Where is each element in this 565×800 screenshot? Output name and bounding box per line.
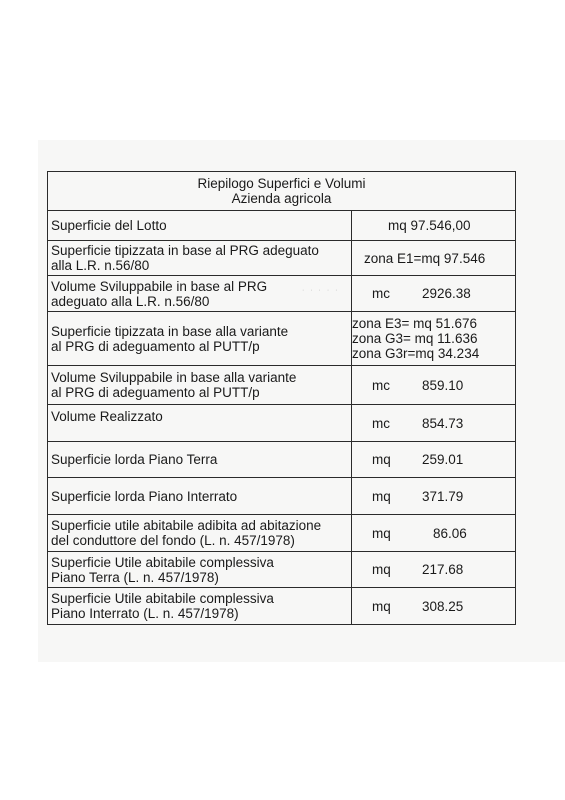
row-unit: mq (372, 598, 391, 614)
row-label (48, 211, 352, 241)
row-number: 2926.38 (422, 286, 471, 301)
row-label-line: Volume Sviluppabile in base alla variante (51, 370, 297, 385)
table-row (48, 405, 516, 442)
table-row (48, 515, 516, 552)
row-label-line: Superficie tipizzata in base al PRG adeguato (51, 243, 319, 258)
row-value (352, 276, 516, 312)
row-label (48, 588, 352, 625)
row-value-text: mq 97.546,00 (388, 218, 471, 233)
zone-line: zona G3= mq 11.636 (352, 331, 478, 346)
row-number: 859.10 (422, 377, 464, 393)
row-unit: mq (372, 562, 391, 577)
row-label-line: Superficie Utile abitabile complessiva (51, 554, 274, 570)
summary-table (47, 171, 516, 625)
zone-line: zona E3= mq 51.676 (352, 316, 477, 331)
row-label-line: Superficie tipizzata in base alla variante (51, 323, 289, 339)
row-label-line: al PRG di adeguamento al PUTT/p (51, 385, 260, 400)
table-row (48, 241, 516, 276)
row-unit: mq (372, 488, 391, 504)
row-label-line: adeguato alla L.R. n.56/80 (51, 293, 210, 309)
table-row (48, 552, 516, 588)
row-value-text: zona E1=mq 97.546 (364, 250, 486, 266)
faint-stamp-mark: · · · · · (302, 287, 340, 294)
row-number: 86.06 (433, 525, 467, 541)
table-row (48, 211, 516, 241)
title-line-1: Riepilogo Superfici e Volumi (197, 176, 366, 191)
title-line-2: Azienda agricola (231, 191, 332, 206)
row-label-line: Volume Realizzato (51, 409, 163, 424)
row-number: 371.79 (422, 488, 464, 504)
table-title (48, 172, 516, 211)
row-label-line: al PRG di adeguamento al PUTT/p (51, 338, 260, 354)
row-label-line: del conduttore del fondo (L. n. 457/1978) (51, 533, 295, 548)
row-value (352, 552, 516, 588)
row-value (352, 588, 516, 625)
row-value (352, 405, 516, 442)
row-label-line: Superficie del Lotto (51, 218, 167, 233)
row-number: 854.73 (422, 415, 464, 431)
table-row (48, 478, 516, 515)
row-zones (352, 312, 516, 366)
row-value (352, 442, 516, 478)
row-label (48, 515, 352, 552)
row-value (352, 211, 516, 241)
row-value (352, 478, 516, 515)
row-label (48, 552, 352, 588)
row-unit: mc (372, 377, 390, 393)
row-value (352, 241, 516, 276)
table-row (48, 312, 516, 366)
row-label-line: Volume Sviluppabile in base al PRG (51, 278, 268, 294)
table-row (48, 276, 516, 312)
row-unit: mq (372, 452, 391, 467)
zone-line: zona G3r=mq 34.234 (352, 346, 480, 361)
row-label-line: Superficie utile abitabile adibita ad abitazione (51, 518, 322, 533)
row-number: 308.25 (422, 598, 464, 614)
row-label-line: Piano Terra (L. n. 457/1978) (51, 569, 219, 585)
row-label (48, 241, 352, 276)
table-title-row (48, 172, 516, 211)
row-label-line: Superficie Utile abitabile complessiva (51, 591, 274, 606)
row-unit: mc (372, 415, 390, 431)
row-unit: mq (372, 525, 391, 541)
row-label (48, 478, 352, 515)
row-label (48, 312, 352, 366)
row-label-line: Piano Interrato (L. n. 457/1978) (51, 606, 239, 621)
table-row (48, 588, 516, 625)
row-unit: mc (372, 286, 390, 301)
row-label-line: Superficie lorda Piano Terra (51, 452, 218, 467)
row-label (48, 442, 352, 478)
row-label (48, 366, 352, 405)
row-value (352, 366, 516, 405)
table-row (48, 442, 516, 478)
row-label (48, 405, 352, 442)
row-number: 259.01 (422, 452, 464, 467)
row-label-line: Superficie lorda Piano Interrato (51, 488, 238, 504)
row-number: 217.68 (422, 562, 464, 577)
table-row (48, 366, 516, 405)
row-label-line: alla L.R. n.56/80 (51, 258, 150, 273)
row-value (352, 515, 516, 552)
